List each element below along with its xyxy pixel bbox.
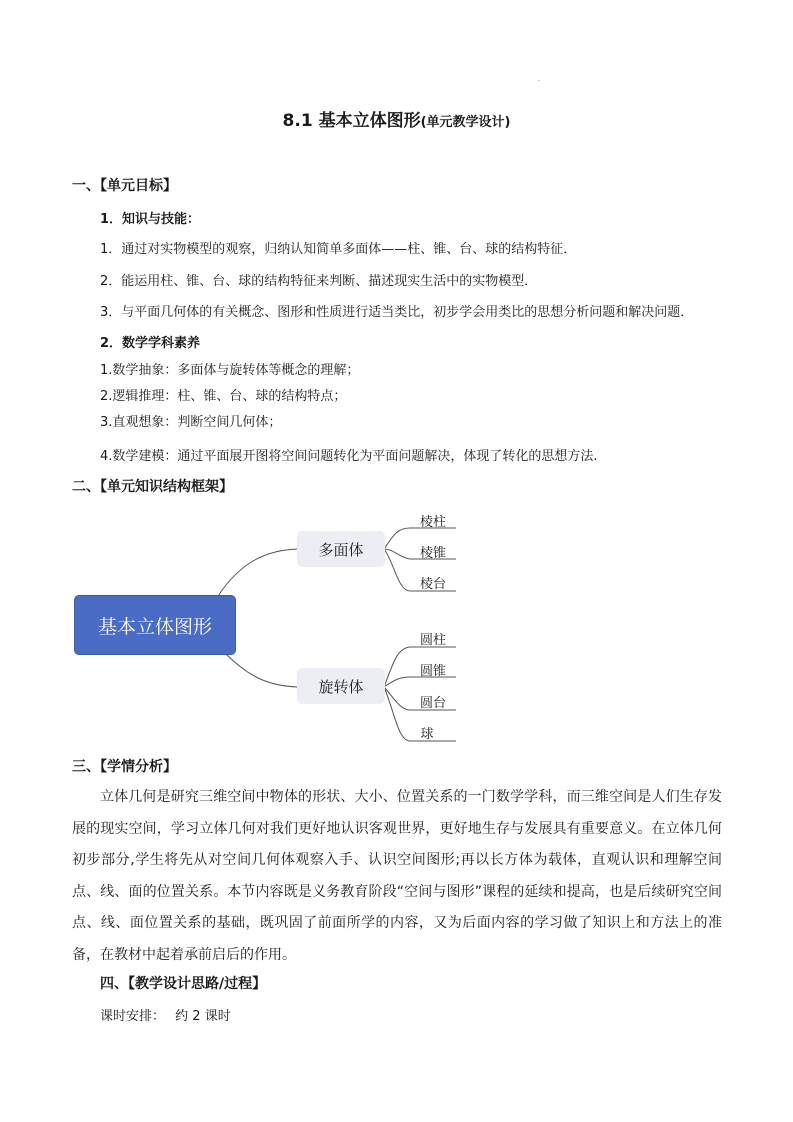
connector-root-polyhedron <box>218 549 298 596</box>
goal-item-3: 3．与平面几何体的有关概念、图形和性质进行适当类比，初步学会用类比的思想分析问题和解决问题． <box>100 305 694 320</box>
leaf-cone: 圆锥 <box>419 664 446 679</box>
literacy-item-3: 3.直观想象：判断空间几何体； <box>100 415 282 430</box>
section1-sub1: 1．知识与技能： <box>100 212 201 227</box>
leaf-truncated-cone: 圆台 <box>419 696 446 711</box>
title-main: 8.1 基本立体图形 <box>282 111 421 131</box>
class-schedule <box>100 1005 231 1024</box>
section1-heading: 一、【单元目标】 <box>72 178 177 194</box>
literacy-item-4: 4.数学建模：通过平面展开图将空间问题转化为平面问题解决，体现了转化的思想方法. <box>100 449 598 464</box>
section3-heading: 三、【学情分析】 <box>72 759 177 775</box>
goal-item-2: 2．能运用柱、锥、台、球的结构特征来判断、描述现实生活中的实物模型． <box>100 274 538 289</box>
literacy-item-2: 2.逻辑推理：柱、锥、台、球的结构特点； <box>100 389 347 404</box>
mindmap-root: 基本立体图形 <box>74 595 236 655</box>
document-title <box>0 106 793 131</box>
schedule-label: 课时安排： <box>100 1009 166 1024</box>
leaf-prism: 棱柱 <box>419 515 446 530</box>
learning-analysis-paragraph: 立体几何是研究三维空间中物体的形状、大小、位置关系的一门数学学科，而三维空间是人们生存发展的现实空间，学习立体几何对我们更好地认识客观世界，更好地生存与发展具有重要意义。在立体几何初步部分,学生将先从对空间几何体观察入手、认识空间图形;再以长方体为载体，直观认识和理解空间点、线、面的位置关系。本节内容既是义务教育阶段“空间与图形”课程的延续和提高，也是后续研究空间点、线、面位置关系的基础，既巩固了前面所学的内容，又为后面内容的学习做了知识上和方法上的准备，在教材中起着承前启后的作用。 <box>72 789 722 963</box>
decorative-dot <box>538 80 540 81</box>
section2-heading: 二、【单元知识结构框架】 <box>72 479 233 495</box>
leaf-pyramid: 棱锥 <box>419 546 446 561</box>
branch-rotation-body: 旋转体 <box>297 668 385 704</box>
title-sub: (单元教学设计) <box>420 115 511 130</box>
section4-heading: 四、【教学设计思路/过程】 <box>100 976 267 992</box>
leaf-frustum: 棱台 <box>419 577 446 592</box>
literacy-item-1: 1.数学抽象：多面体与旋转体等概念的理解； <box>100 363 360 378</box>
schedule-value: 约 2 课时 <box>175 1009 231 1024</box>
goal-item-1: 1．通过对实物模型的观察，归纳认知简单多面体——柱、锥、台、球的结构特征． <box>100 242 577 257</box>
leaf-sphere: 球 <box>420 727 434 742</box>
connector-root-rotation <box>226 654 298 687</box>
section1-sub2: 2．数学学科素养 <box>100 336 201 351</box>
leaf-cylinder: 圆柱 <box>419 633 446 648</box>
branch-polyhedron: 多面体 <box>297 531 385 567</box>
